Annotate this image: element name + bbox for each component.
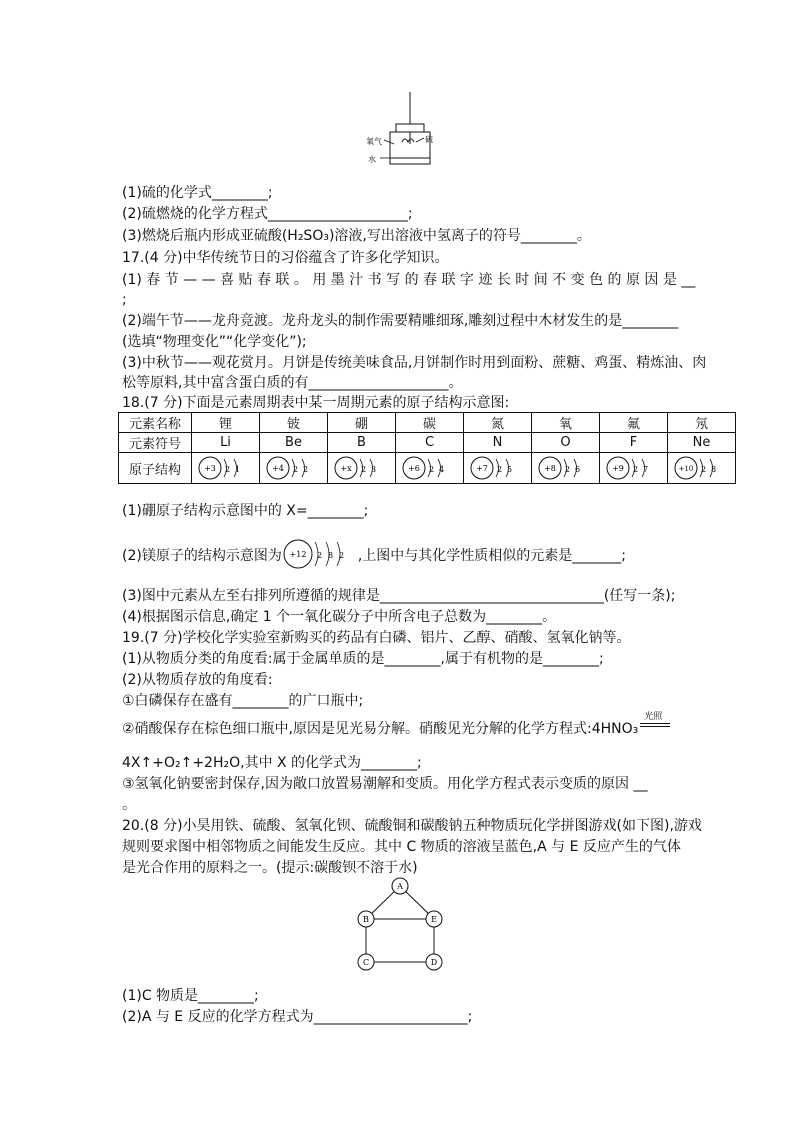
element-name: 铍 [260, 413, 328, 433]
element-symbol: C [396, 433, 464, 453]
nucleus-charge: +7 [475, 464, 488, 473]
q18-part1: (1)硼原子结构示意图中的 X=________; [122, 503, 369, 519]
q17-part2-line1: (2)端午节——龙舟竞渡。龙舟龙头的制作需要精雕细琢,雕刻过程中木材发生的是________ [122, 313, 679, 329]
shell-electrons: 2 [302, 465, 308, 474]
oxygen-label: 氧气 [366, 137, 382, 146]
element-name: 碳 [396, 413, 464, 433]
q20-title-line3: 是光合作用的原料之一。(提示:碳酸钡不溶于水) [122, 860, 418, 876]
q20-part2: (2)A 与 E 反应的化学方程式为______________________; [122, 1009, 473, 1025]
atom-diagram [332, 455, 392, 481]
q19-part2b-continued: 4X↑+O₂↑+2H₂O,其中 X 的化学式为________; [122, 755, 422, 771]
element-name: 氧 [532, 413, 600, 433]
shell-electrons: 1 [234, 465, 240, 474]
q18-title: 18.(7 分)下面是元素周期表中某一周期元素的原子结构示意图: [122, 395, 510, 411]
q19-part2: (2)从物质存放的角度看: [122, 672, 273, 688]
q19-title: 19.(7 分)学校化学实验室新购买的药品有白磷、铝片、乙醇、硝酸、氢氧化钠等。 [122, 630, 631, 646]
element-name: 锂 [192, 413, 260, 433]
q20-title-line2: 规则要求图中相邻物质之间能发生反应。其中 C 物质的溶液呈蓝色,A 与 E 反应产生的气体 [122, 839, 681, 855]
nucleus-charge: +12 [289, 550, 307, 559]
element-symbol: B [328, 433, 396, 453]
nucleus-charge: +4 [271, 464, 284, 473]
row-header-symbol: 元素符号 [119, 433, 192, 453]
atom-diagram [672, 455, 732, 481]
q19-part2b-text: ②硝酸保存在棕色细口瓶中,原因是见光易分解。硝酸见光分解的化学方程式:4HNO₃ [122, 721, 639, 737]
q17-part2-line2: (选填“物理变化”“化学变化”); [122, 334, 307, 350]
atom-diagram [196, 455, 256, 481]
q17-title: 17.(4 分)中华传统节日的习俗蕴含了许多化学知识。 [122, 250, 449, 266]
q18-part4: (4)根据图示信息,确定 1 个一氧化碳分子中所含电子总数为________。 [122, 609, 557, 625]
q18-part2 [122, 548, 626, 564]
condition-light-label: 光照 [644, 712, 663, 722]
shell-electrons: 2 [428, 465, 434, 474]
magnesium-atom-diagram [282, 534, 358, 574]
element-symbol: F [600, 433, 668, 453]
atom-diagram [468, 455, 528, 481]
shell-electrons: 2 [632, 465, 638, 474]
q18-part2-suffix: ,上图中与其化学性质相似的元素是_______; [357, 548, 627, 564]
element-symbol: Be [260, 433, 328, 453]
shell-electrons: 5 [506, 465, 512, 474]
element-name: 氟 [600, 413, 668, 433]
shell-electrons: 2 [700, 465, 706, 474]
q19-part1: (1)从物质分类的角度看:属于金属单质的是________,属于有机物的是________; [122, 651, 604, 667]
q20-part1: (1)C 物质是________; [122, 988, 259, 1004]
apparatus-diagram [360, 92, 440, 174]
nucleus-charge: +9 [611, 464, 624, 473]
shell-electrons: 2 [292, 465, 298, 474]
q17-part3-line2: 松等原料,其中富含蛋白质的有____________________。 [122, 375, 463, 391]
nucleus-charge: +3 [203, 464, 216, 473]
nucleus-charge: +6 [407, 464, 420, 473]
q18-part2-prefix: (2)镁原子的结构示意图为 [122, 548, 282, 564]
atom-diagram [264, 455, 324, 481]
q20-title-line1: 20.(8 分)小昊用铁、硫酸、氢氧化钡、硫酸铜和碳酸钠五种物质玩化学拼图游戏(如下图),游戏 [122, 818, 702, 834]
nucleus-charge: +10 [678, 465, 693, 473]
element-name: 硼 [328, 413, 396, 433]
q19-part2b [122, 712, 672, 737]
element-symbol: O [532, 433, 600, 453]
q17-part1-line1: (1) 春 节 — — 喜 贴 春 联 。 用 墨 汁 书 写 的 春 联 字 迹 长 时 间 不 变 色 的 原 因 是 __ [122, 272, 696, 288]
sulfur-label: 硫 [425, 135, 433, 144]
shell-electrons: 2 [360, 465, 366, 474]
shell-electrons: 2 [564, 465, 570, 474]
element-table [118, 412, 736, 484]
q16-part3: (3)燃烧后瓶内形成亚硫酸(H₂SO₃)溶液,写出溶液中氢离子的符号________。 [122, 228, 591, 244]
atom-diagram [604, 455, 664, 481]
q16-part1: (1)硫的化学式________; [122, 185, 273, 201]
nucleus-charge: +8 [543, 464, 556, 473]
atom-diagram [400, 455, 460, 481]
shell-electrons: 8 [327, 551, 333, 560]
shell-electrons: 2 [496, 465, 502, 474]
water-label: 水 [368, 155, 376, 164]
q18-part3: (3)图中元素从左至右排列所遵循的规律是________________________________(任写一条); [122, 588, 676, 604]
shell-electrons: 8 [710, 465, 716, 474]
shell-electrons: 6 [574, 465, 580, 474]
q19-part2a: ①白磷保存在盛有________的广口瓶中; [122, 693, 364, 709]
shell-electrons: 4 [438, 465, 444, 474]
node-d-label: D [430, 958, 438, 967]
row-header-name: 元素名称 [119, 413, 192, 433]
shell-electrons: 3 [370, 465, 376, 474]
node-c-label: C [362, 958, 370, 967]
q19-part2c-line2: 。 [122, 797, 136, 813]
element-symbol: Li [192, 433, 260, 453]
row-header-structure: 原子结构 [119, 453, 192, 484]
nucleus-charge: +x [339, 464, 352, 473]
q19-part2c-line1: ③氢氧化钠要密封保存,因为敞口放置易潮解和变质。用化学方程式表示变质的原因 __ [122, 776, 648, 792]
shell-electrons: 7 [642, 465, 648, 474]
element-symbol: N [464, 433, 532, 453]
element-name: 氮 [464, 413, 532, 433]
q17-part1-line2: ; [122, 292, 127, 308]
node-e-label: E [431, 915, 437, 924]
shell-electrons: 2 [316, 551, 322, 560]
node-a-label: A [397, 882, 403, 891]
reaction-condition [638, 712, 672, 733]
shell-electrons: 2 [224, 465, 230, 474]
atom-diagram [536, 455, 596, 481]
q16-part2: (2)硫燃烧的化学方程式____________________; [122, 206, 413, 222]
element-name: 氖 [668, 413, 736, 433]
shell-electrons: 2 [338, 551, 344, 560]
q17-part3-line1: (3)中秋节——观花赏月。月饼是传统美味食品,月饼制作时用到面粉、蔗糖、鸡蛋、精炼油、肉 [122, 355, 707, 371]
node-b-label: B [363, 915, 369, 924]
puzzle-diagram [350, 876, 450, 976]
element-symbol: Ne [668, 433, 736, 453]
